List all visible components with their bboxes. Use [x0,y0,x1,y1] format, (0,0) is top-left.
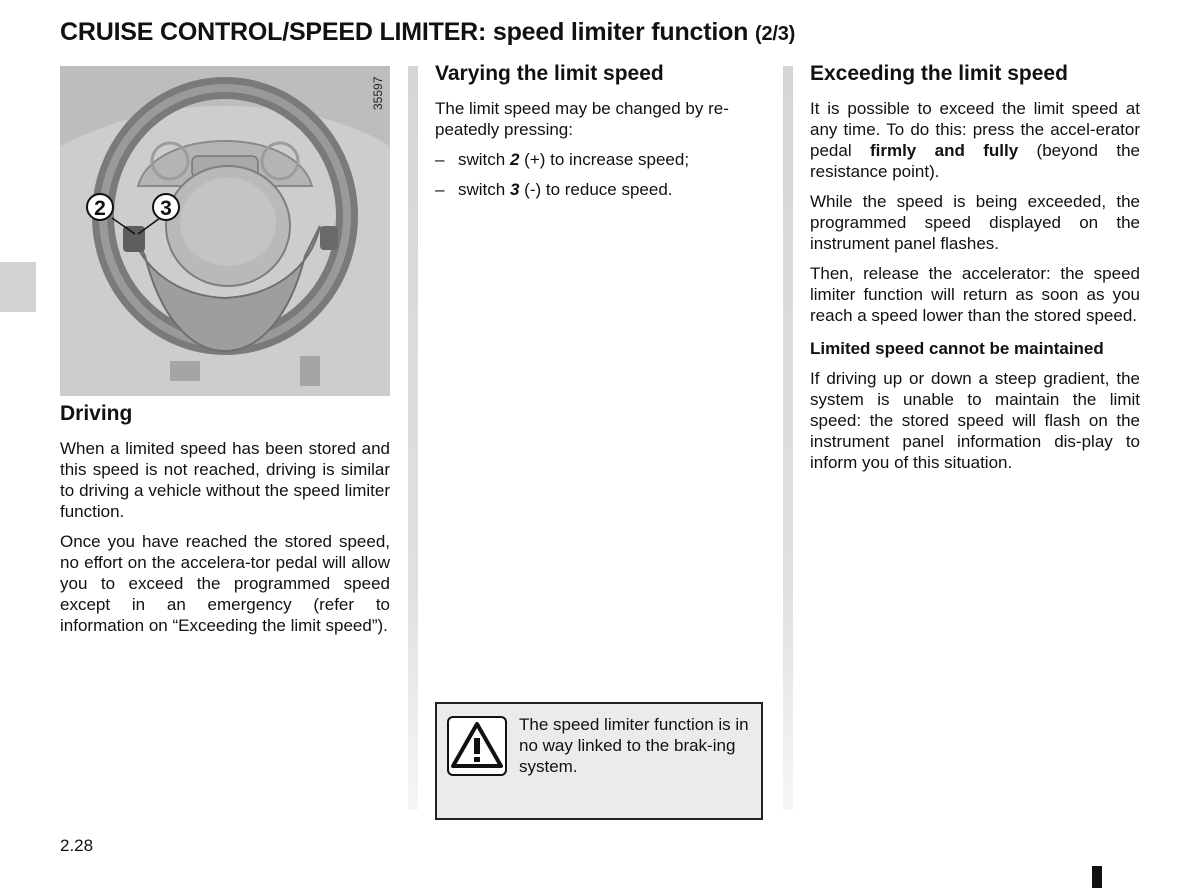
column-divider-left [408,66,418,810]
page-title [60,18,1160,47]
limited-speed-subheading: Limited speed cannot be maintained [810,339,1104,358]
driving-paragraph-1: When a limited speed has been stored and this speed is not reached, driving is similar to driving a vehicle without the speed limiter function. [60,439,390,521]
list-dash: – [435,180,445,199]
paragraph-text: (beyond the resistance point). [810,141,1140,181]
exceeding-paragraph-2: While the speed is being exceeded, the programmed speed displayed on the instrument panel flashes. [810,192,1140,253]
warning-box [435,702,763,820]
callout-2-label: 2 [94,197,106,220]
driving-paragraph-2: Once you have reached the stored speed, no effort on the accelera-tor pedal will allow you to exceed the programmed speed except in an emergency (refer to information on “Exceeding the limit speed”). [60,532,390,635]
chapter-tab [0,262,36,312]
right-column [810,60,1140,482]
emphasis-text: firmly and fully [869,141,1019,160]
warning-text: The speed limiter function is in no way linked to the brak-ing system. [519,715,749,776]
steering-wheel-illustration [60,66,390,396]
page-number: 2.28 [60,836,94,855]
varying-limit-heading: Varying the limit speed [435,62,664,85]
title-text: CRUISE CONTROL/SPEED LIMITER: speed limiter function [60,18,749,46]
callout-3-label: 3 [160,197,172,220]
list-dash: – [435,150,445,169]
list-text: (+) to increase speed; [519,150,690,169]
middle-column [435,60,765,209]
left-column [60,400,390,645]
column-divider-right [783,66,793,810]
paragraph-text: It is possible to exceed the limit speed at any time. To do this: press the accel-erator pedal [810,99,1140,160]
figure-reference-number: 35597 [371,76,385,110]
varying-limit-intro: The limit speed may be changed by re-peatedly pressing: [435,99,729,139]
exceeding-paragraph-1 [810,98,1140,182]
exceeding-limit-heading: Exceeding the limit speed [810,62,1068,85]
list-text: (-) to reduce speed. [519,180,673,199]
list-text: switch [458,150,510,169]
driving-heading: Driving [60,402,133,425]
exceeding-paragraph-3: Then, release the accelerator: the speed limiter function will return as soon as you reach a speed lower than the stored speed. [810,264,1140,325]
title-page-indicator: (2/3) [755,23,796,45]
limited-speed-paragraph: If driving up or down a steep gradient, the system is unable to maintain the limit speed: the stored speed will flash on the instrument panel information dis-play to inform you of this situation. [810,369,1140,472]
switch-number: 3 [509,180,520,199]
list-item-reduce [435,179,765,200]
switch-number: 2 [509,150,520,169]
list-text: switch [458,180,510,199]
page-corner-mark [1092,866,1102,888]
list-item-increase [435,149,765,170]
warning-triangle-icon [447,716,507,776]
